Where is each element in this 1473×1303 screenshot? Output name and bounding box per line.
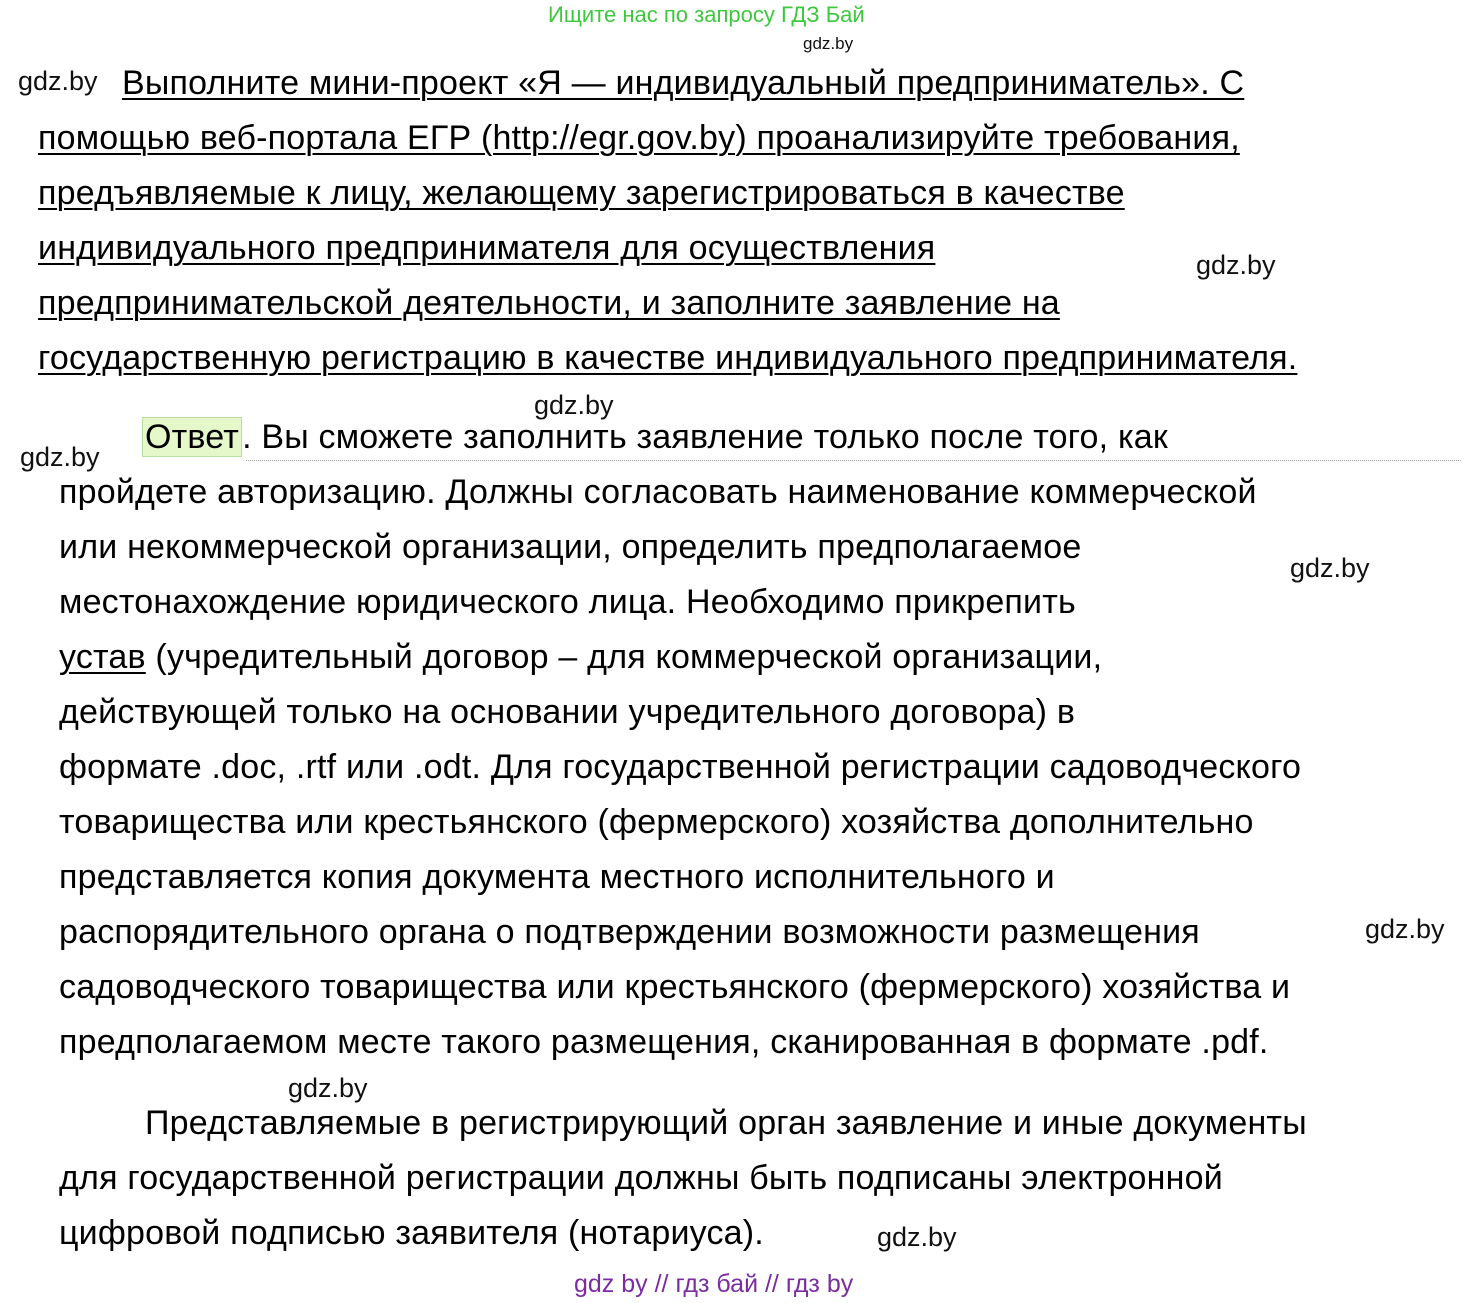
task-line: Выполните мини-проект «Я — индивидуальный предприниматель». С — [122, 64, 1245, 102]
ustav-link: устав — [59, 638, 146, 676]
answer-line: распорядительного органа о подтверждении возможности размещения — [59, 913, 1200, 951]
dotted-divider — [246, 460, 1461, 461]
watermark: gdz.by — [534, 390, 614, 420]
watermark: gdz.by — [18, 66, 98, 96]
answer-line: формате .doc, .rtf или .odt. Для государственной регистрации садоводческого — [59, 748, 1302, 786]
watermark: gdz.by — [1196, 250, 1276, 280]
answer-line: предполагаемом месте такого размещения, сканированная в формате .pdf. — [59, 1023, 1269, 1061]
paragraph-line: цифровой подписью заявителя (нотариуса). — [59, 1214, 764, 1252]
watermark: gdz.by — [20, 442, 100, 472]
watermark: gdz.by — [1290, 553, 1370, 583]
task-line: государственную регистрацию в качестве индивидуального предпринимателя. — [38, 339, 1298, 377]
answer-line: действующей только на основании учредительного договора) в — [59, 693, 1076, 731]
task-line: помощью веб-портала ЕГР (http://egr.gov.by) проанализируйте требования, — [38, 119, 1240, 157]
answer-first-text: . Вы сможете заполнить заявление только после того, как — [242, 418, 1168, 456]
watermark: gdz.by — [877, 1222, 957, 1252]
answer-line: местонахождение юридического лица. Необходимо прикрепить — [59, 583, 1076, 621]
paragraph-line: для государственной регистрации должны быть подписаны электронной — [59, 1159, 1223, 1197]
answer-label: Ответ — [142, 417, 242, 457]
watermark: gdz.by — [1365, 914, 1445, 944]
task-line: предпринимательской деятельности, и заполните заявление на — [38, 284, 1060, 322]
answer-text: (учредительный договор – для коммерческой организации, — [145, 638, 1103, 676]
answer-line: товарищества или крестьянского (фермерского) хозяйства дополнительно — [59, 803, 1254, 841]
top-banner: Ищите нас по запросу ГДЗ Бай — [548, 2, 865, 27]
answer-line — [59, 638, 1102, 677]
bottom-banner: gdz by // гдз бай // гдз by — [574, 1270, 854, 1298]
answer-line: пройдете авторизацию. Должны согласовать наименование коммерческой — [59, 473, 1257, 511]
answer-line: или некоммерческой организации, определить предполагаемое — [59, 528, 1082, 566]
watermark: gdz.by — [288, 1073, 368, 1103]
answer-line: представляется копия документа местного исполнительного и — [59, 858, 1055, 896]
paragraph-line: Представляемые в регистрирующий орган заявление и иные документы — [145, 1104, 1307, 1142]
task-line: предъявляемые к лицу, желающему зарегистрироваться в качестве — [38, 174, 1125, 212]
task-line: индивидуального предпринимателя для осуществления — [38, 229, 936, 267]
answer-line: садоводческого товарищества или крестьянского (фермерского) хозяйства и — [59, 968, 1291, 1006]
watermark: gdz.by — [803, 34, 854, 53]
answer-first-line — [142, 418, 1168, 457]
